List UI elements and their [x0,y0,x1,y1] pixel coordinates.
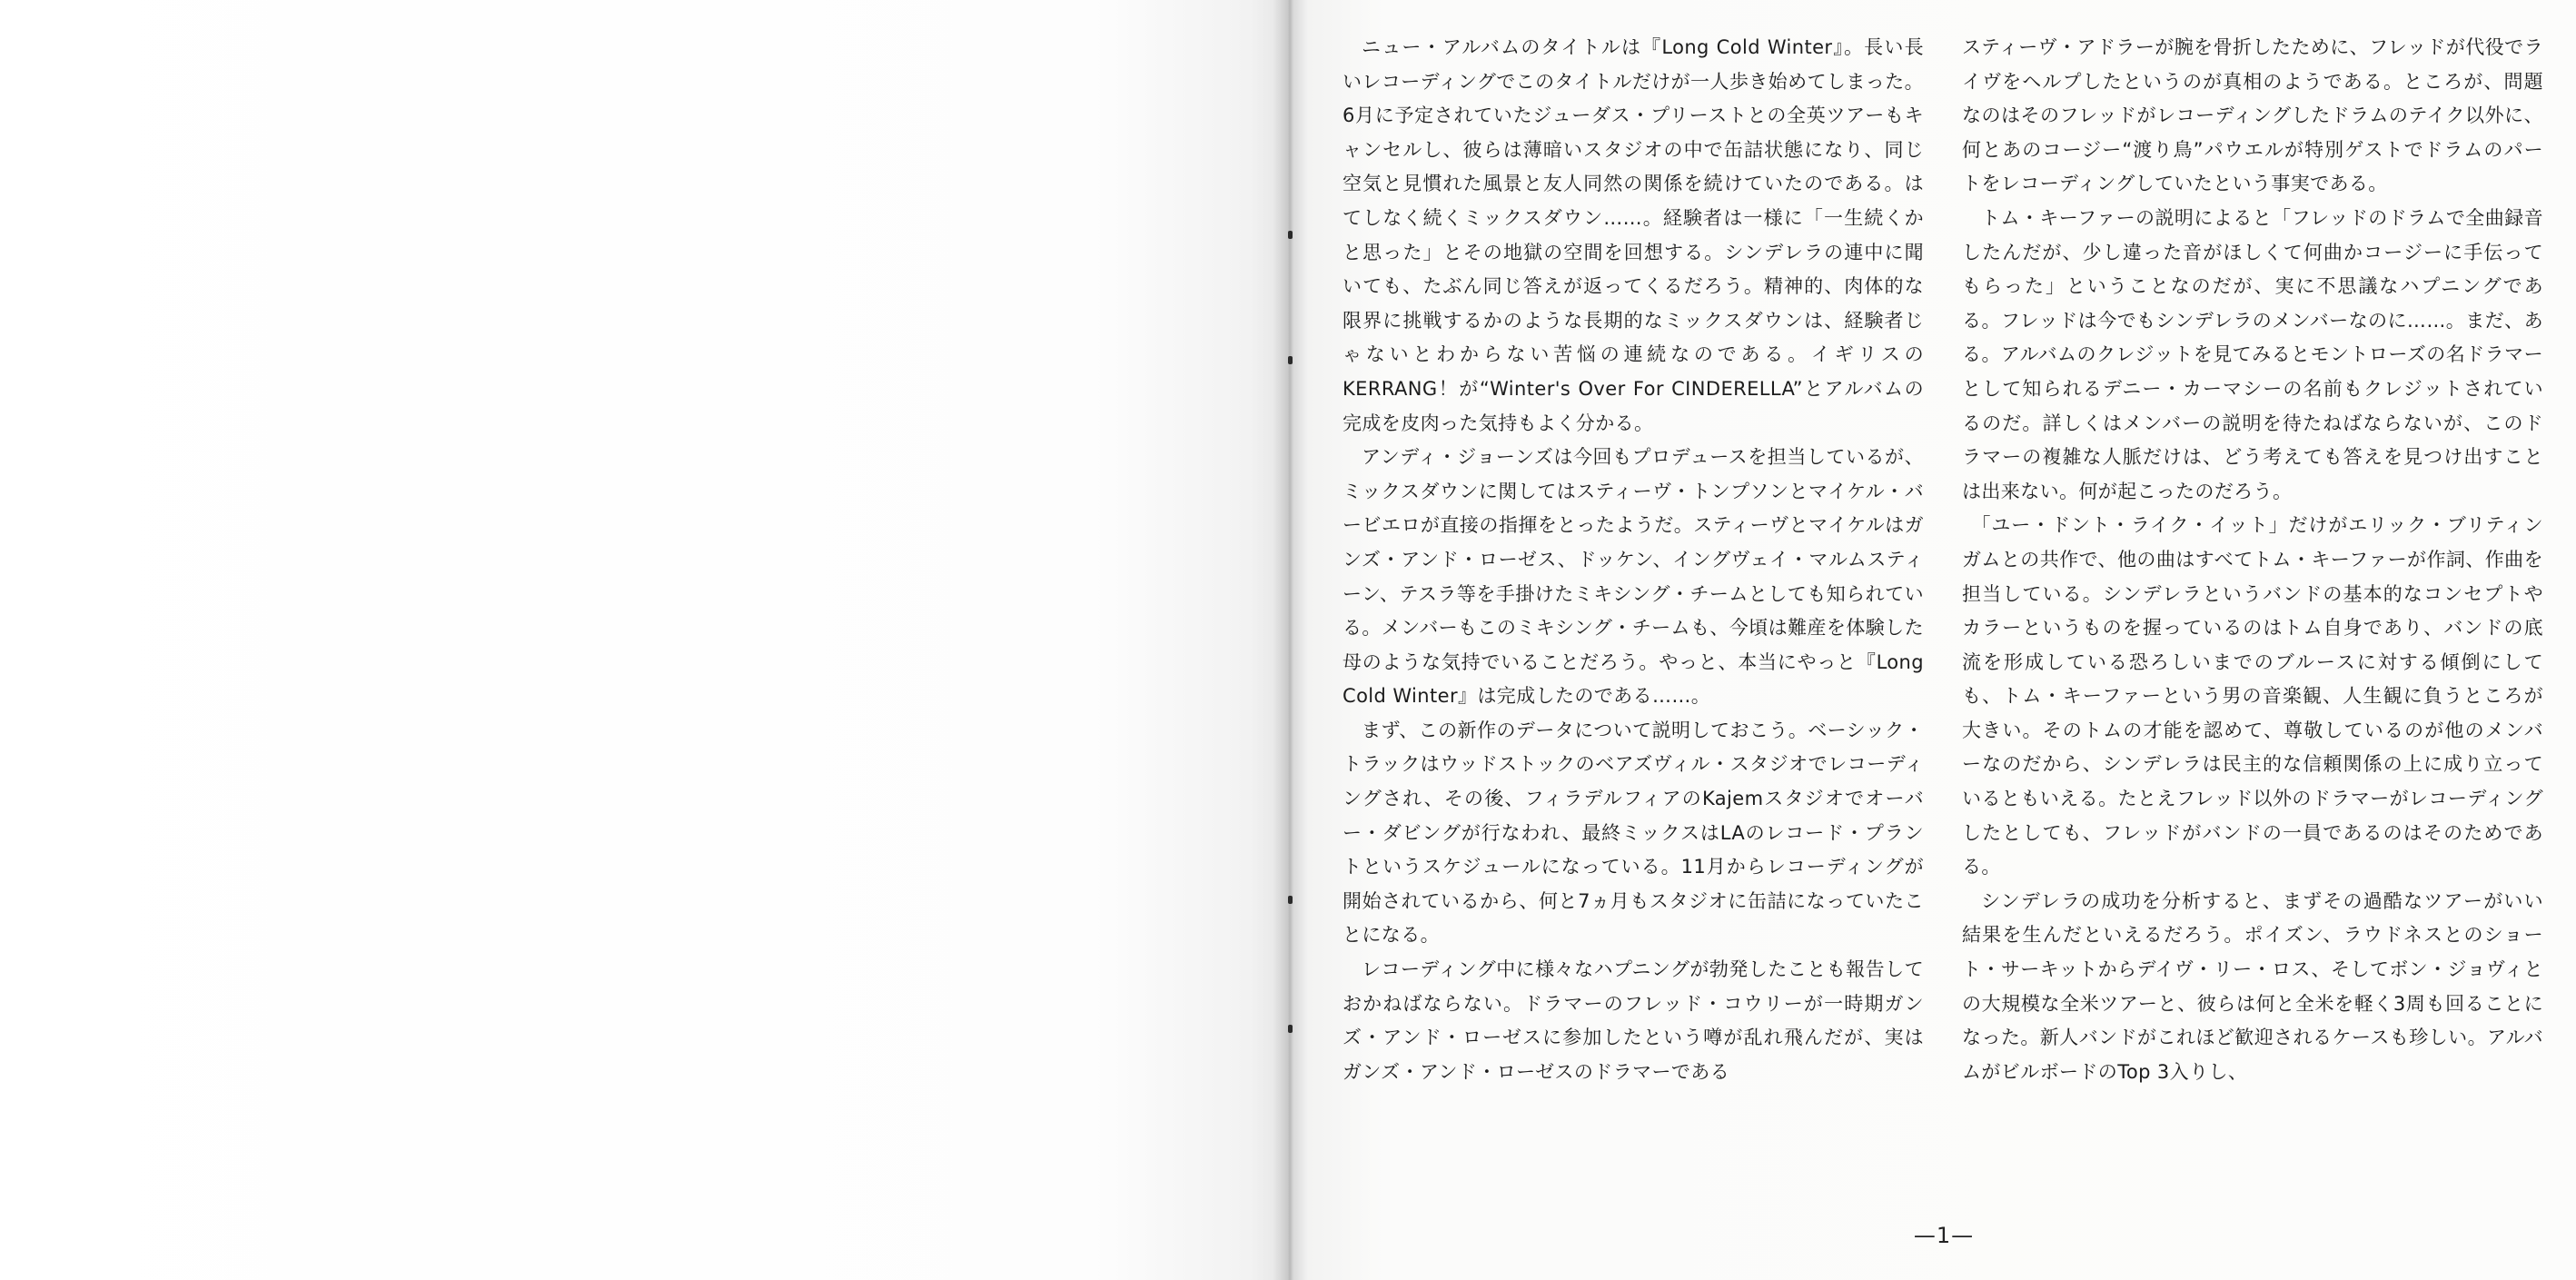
paragraph: アンディ・ジョーンズは今回もプロデュースを担当しているが、ミックスダウンに関してはスティーヴ・トンプソンとマイケル・バービエロが直接の指揮をとったようだ。スティーヴとマイケルはガンズ・アンド・ローゼス、ドッケン、イングヴェイ・マルムスティーン、テスラ等を手掛けたミキシング・チームとしても知られている。メンバーもこのミキシング・チームも、今頃は難産を体験した母のような気持でいることだろう。やっと、本当にやっと『Long Cold Winter』は完成したのである……。 [1342,446,1924,708]
text-column-left [1342,31,1924,1089]
staple-icon [1288,896,1293,904]
staple-icon [1288,1025,1293,1033]
staple-icon [1288,356,1293,364]
paragraph: スティーヴ・アドラーが腕を骨折したために、フレッドが代役でライヴをヘルプしたというのが真相のようである。ところが、問題なのはそのフレッドがレコーディングしたドラムのテイク以外に、何とあのコージー“渡り鳥”パウエルが特別ゲストでドラムのパートをレコーディングしていたという事実である。 [1962,36,2543,195]
paragraph: レコーディング中に様々なハプニングが勃発したことも報告しておかねばならない。ドラマーのフレッド・コウリーが一時期ガンズ・アンド・ローゼスに参加したという噂が乱れ飛んだが、実はガンズ・アンド・ローゼスのドラマーである [1342,958,1924,1083]
paragraph: ニュー・アルバムのタイトルは『Long Cold Winter』。長い長いレコーディングでこのタイトルだけが一人歩き始めてしまった。6月に予定されていたジューダス・プリーストとの全英ツアーもキャンセルし、彼らは薄暗いスタジオの中で缶詰状態になり、同じ空気と見慣れた風景と友人同然の関係を続けていたのである。はてしなく続くミックスダウン……。経験者は一様に「一生続くかと思った」とその地獄の空間を回想する。シンデレラの連中に聞いても、たぶん同じ答えが返ってくるだろう。精神的、肉体的な限界に挑戦するかのような長期的なミックスダウンは、経験者じゃないとわからない苦悩の連続なのである。イギリスのKERRANG！が“Winter's Over For CINDERELLA”とアルバムの完成を皮肉った気持もよく分かる。 [1342,36,1924,434]
paragraph: トム・キーファーの説明によると「フレッドのドラムで全曲録音したんだが、少し違った音がほしくて何曲かコージーに手伝ってもらった」ということなのだが、実に不思議なハプニングである。フレッドは今でもシンデレラのメンバーなのに……。まだ、ある。アルバムのクレジットを見てみるとモントローズの名ドラマーとして知られるデニー・カーマシーの名前もクレジットされているのだ。詳しくはメンバーの説明を待たねばならないが、このドラマーの複雑な人脈だけは、どう考えても答えを見つけ出すことは出来ない。何が起こったのだろう。 [1962,206,2543,502]
page-number: —1— [1913,1223,1975,1248]
paragraph: シンデレラの成功を分析すると、まずその過酷なツアーがいい結果を生んだといえるだろう。ポイズン、ラウドネスとのショート・サーキットからデイヴ・リー・ロス、そしてボン・ジョヴィとの大規模な全米ツアーと、彼らは何と全米を軽く3周も回ることになった。新人バンドがこれほど歓迎されるケースも珍しい。アルバムがビルボードのTop 3入りし、 [1962,889,2543,1083]
binding-gutter [1272,0,1308,1280]
paragraph: まず、この新作のデータについて説明しておこう。ベーシック・トラックはウッドストックのベアズヴィル・スタジオでレコーディングされ、その後、フィラデルフィアのKajemスタジオでオーバー・ダビングが行なわれ、最終ミックスはLAのレコード・プラントというスケジュールになっている。11月からレコーディングが開始されているから、何と7ヵ月もスタジオに缶詰になっていたことになる。 [1342,719,1924,947]
paragraph: 「ユー・ドント・ライク・イット」だけがエリック・ブリティンガムとの共作で、他の曲はすべてトム・キーファーが作詞、作曲を担当している。シンデレラというバンドの基本的なコンセプトやカラーというものを握っているのはトム自身であり、バンドの底流を形成している恐ろしいまでのブルースに対する傾倒にしても、トム・キーファーという男の音楽観、人生観に負うところが大きい。そのトムの才能を認めて、尊敬しているのが他のメンバーなのだから、シンデレラは民主的な信頼関係の上に成り立っているともいえる。たとえフレッド以外のドラマーがレコーディングしたとしても、フレッドがバンドの一員であるのはそのためである。 [1962,514,2543,878]
text-column-right [1962,31,2543,1089]
staple-icon [1288,231,1293,239]
